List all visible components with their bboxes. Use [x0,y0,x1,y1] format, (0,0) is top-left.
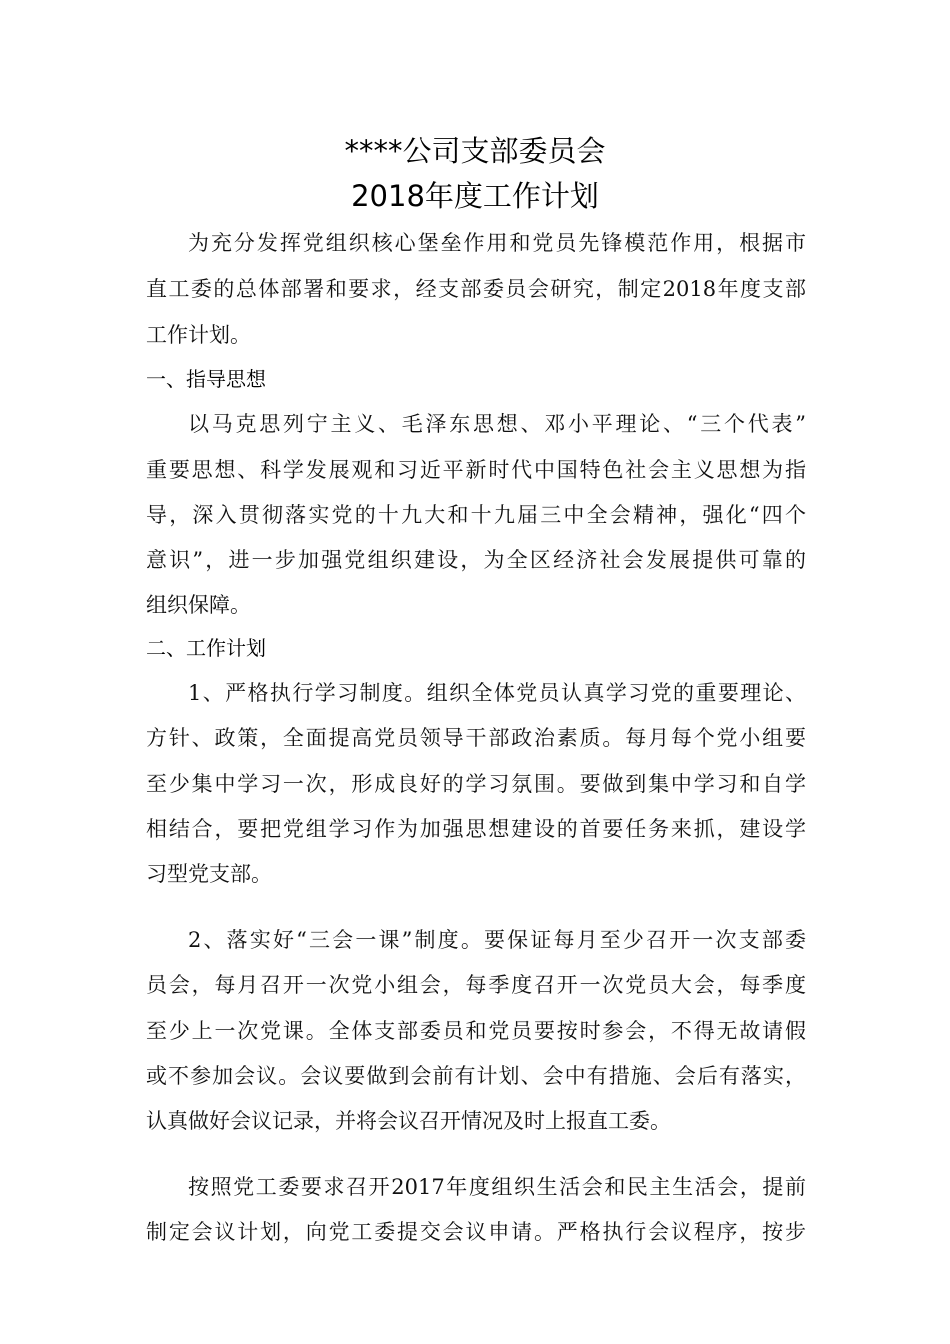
text-line: 按照党工委要求召开2017年度组织生活会和民主生活会，提前 [188,1175,806,1199]
text-line: 相结合，要把党组学习作为加强思想建设的首要任务来抓，建设学 [146,817,806,841]
text-line: 员会，每月召开一次党小组会，每季度召开一次党员大会，每季度 [146,973,806,997]
text-line: 习型党支部。 [146,862,272,886]
text-line: 直工委的总体部署和要求，经支部委员会研究，制定2018年度支部 [146,277,806,301]
text-line: 1、严格执行学习制度。组织全体党员认真学习党的重要理论、 [188,681,806,705]
text-line: 重要思想、科学发展观和习近平新时代中国特色社会主义思想为指 [146,458,806,482]
text-line: 至少上一次党课。全体支部委员和党员要按时参会，不得无故请假 [146,1019,806,1043]
text-line: 制定会议计划，向党工委提交会议申请。严格执行会议程序，按步 [146,1220,806,1244]
document-subtitle: 2018年度工作计划 [351,179,599,213]
text-line: 以马克思列宁主义、毛泽东思想、邓小平理论、“三个代表” [188,412,806,436]
text-line: 认真做好会议记录，并将会议召开情况及时上报直工委。 [146,1109,671,1133]
section-heading-guiding-ideology: 一、指导思想 [146,367,266,391]
text-line: 组织保障。 [146,593,251,617]
section-heading-work-plan: 二、工作计划 [146,636,266,660]
text-line: 方针、政策，全面提高党员领导干部政治素质。每月每个党小组要 [146,726,806,750]
text-line: 至少集中学习一次，形成良好的学习氛围。要做到集中学习和自学 [146,772,806,796]
document-title: ****公司支部委员会 [344,134,606,168]
text-line: 工作计划。 [146,323,251,347]
text-line: 导，深入贯彻落实党的十九大和十九届三中全会精神，强化“四个 [146,503,806,527]
text-line: 2、落实好“三会一课”制度。要保证每月至少召开一次支部委 [188,928,806,952]
text-line: 意识”，进一步加强党组织建设，为全区经济社会发展提供可靠的 [146,548,806,572]
text-line: 或不参加会议。会议要做到会前有计划、会中有措施、会后有落实， [146,1064,806,1088]
text-line: 为充分发挥党组织核心堡垒作用和党员先锋模范作用，根据市 [188,231,806,255]
